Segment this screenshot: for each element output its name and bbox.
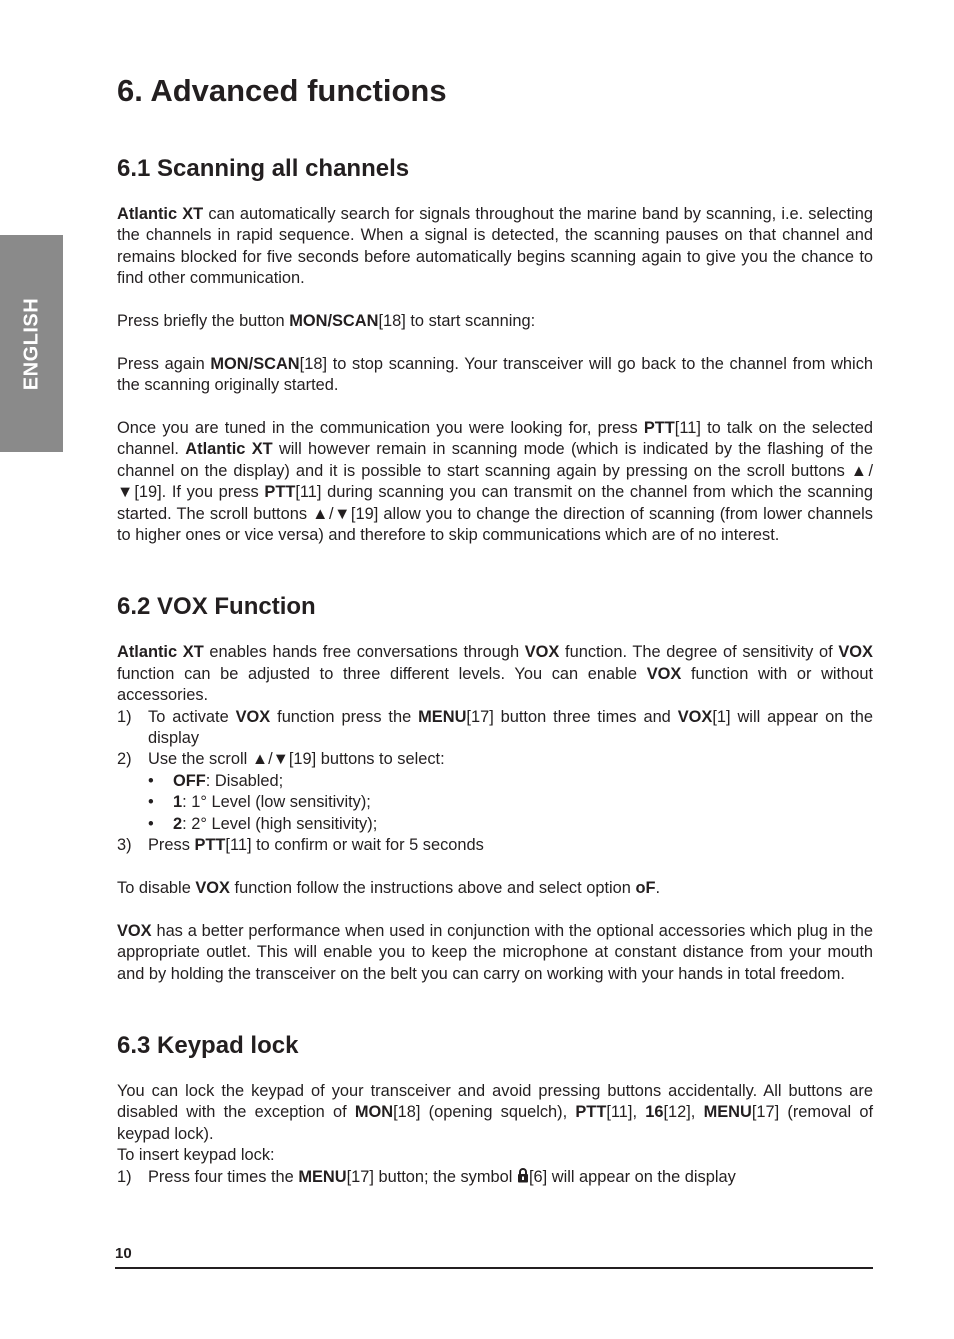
page-title: 6. Advanced functions: [117, 73, 447, 108]
list-item: 3) Press PTT[11] to confirm or wait for 5 seconds: [117, 836, 484, 855]
vox-disable-paragraph: To disable VOX function follow the instructions above and select option oF.: [117, 878, 661, 897]
scroll-arrows-icon: ▲/▼: [117, 461, 873, 502]
page-number: 10: [115, 1245, 132, 1262]
page-content: [117, 70, 873, 1188]
section-heading-keypad-lock: 6.3 Keypad lock: [117, 1031, 299, 1059]
scanning-stop-paragraph: Press again MON/SCAN[18] to stop scanning. Your transceiver will go back to the channel from which the scanning originally started.: [117, 354, 874, 395]
list-item: • 2: 2° Level (high sensitivity);: [148, 814, 873, 835]
language-tab-label: ENGLISH: [20, 297, 42, 390]
scanning-start-paragraph: Press briefly the button MON/SCAN[18] to start scanning:: [117, 312, 536, 331]
list-item: 1) To activate VOX function press the MENU[17] button three times and VOX[1] will appear on the display: [117, 707, 874, 748]
list-item: • 1: 1° Level (low sensitivity);: [148, 792, 873, 813]
list-item: • OFF: Disabled;: [148, 771, 873, 792]
section-heading-scanning: 6.1 Scanning all channels: [117, 155, 410, 182]
lock-icon: [517, 1168, 529, 1183]
section-heading-vox: 6.2 VOX Function: [117, 593, 316, 621]
scroll-arrows-icon: ▲/▼: [312, 504, 351, 523]
keypad-lock-intro-paragraph: You can lock the keypad of your transceiver and avoid pressing buttons accidentally. All buttons are disabled with the exception of MON[18] (opening squelch), PTT[11], 16[12], MENU[17] (removal of keypad lock).: [117, 1081, 874, 1143]
list-item: 1) Press four times the MENU[17] button; the symbol [6] will appear on the display: [117, 1167, 736, 1186]
list-item: 2) Use the scroll ▲/▼[19] buttons to select: • OFF: Disabled; • 1: 1° Level (low sensitivity); • 2: 2° Level (high sensitivity);: [117, 749, 873, 835]
scanning-intro-paragraph: Atlantic XT can automatically search for signals throughout the marine band by scanning, i.e. selecting the channels in rapid sequence. When a signal is detected, the scanning pauses on that channel and remains blocked for five seconds before automatically begins scanning again to give you the chance to find other communication.: [117, 205, 873, 288]
vox-intro-paragraph: Atlantic XT enables hands free conversations through VOX function. The degree of sensitivity of VOX function can be adjusted to three different levels. You can enable VOX function with or without accessories.: [117, 643, 873, 705]
keypad-lock-insert-label: To insert keypad lock:: [117, 1146, 275, 1165]
vox-accessories-paragraph: VOX has a better performance when used in conjunction with the optional accessories which plug in the appropriate outlet. This will enable you to keep the microphone at constant distance from your mouth and by holding the transceiver on the belt you can carry on working with your hands in total freedom.: [117, 921, 873, 983]
scroll-arrows-icon: ▲/▼: [251, 750, 289, 769]
keypad-lock-steps-list: [117, 1167, 873, 1188]
language-tab: [0, 235, 63, 452]
vox-steps-list: [117, 707, 873, 857]
scanning-ptt-paragraph: Once you are tuned in the communication you were looking for, press PTT[11] to talk on the selected channel. Atlantic XT will however remain in scanning mode (which is indicated by the flashing of the channel on the display) and it is possible to start scanning again by pressing on the scroll buttons ▲/▼[19]. If you press PTT[11] during scanning you can transmit on the channel from which the scanning started. The scroll buttons ▲/▼[19] allow you to change the direction of scanning (from lower channels to higher ones or vice versa) and therefore to skip communications which are of no interest.: [117, 419, 873, 545]
page-footer: [115, 1245, 873, 1269]
vox-options-list: [148, 771, 873, 835]
